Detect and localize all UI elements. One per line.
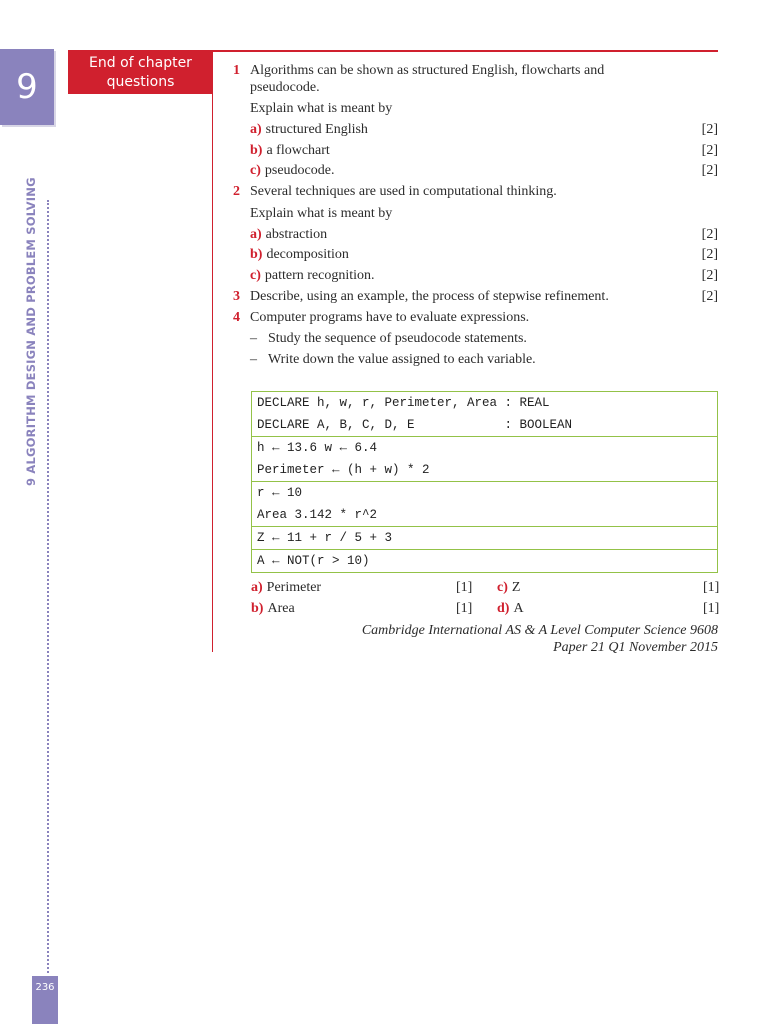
chapter-number: 9 (16, 67, 38, 107)
q4-answer-d-marks: [1] (703, 601, 720, 616)
vertical-divider (212, 94, 213, 652)
q2-part-c: c) pattern recognition. [2] (233, 266, 718, 286)
code-block-z (252, 527, 717, 550)
q4-number: 4 (233, 310, 240, 325)
code-line: r ← 10 (257, 486, 303, 500)
q1-part-a-marks: [2] (701, 122, 718, 137)
q4-answer-a: a) Perimeter (251, 580, 322, 595)
q2-part-b: b) decomposition [2] (233, 245, 718, 265)
source-citation-line-1: Cambridge International AS & A Level Computer Science 9608 (361, 623, 718, 638)
q4-answer-b: b) Area (251, 601, 295, 616)
q2-part-c-marks: [2] (701, 268, 718, 283)
q1-part-a: a) structured English [2] (233, 120, 718, 140)
side-dotted-rule (47, 200, 49, 973)
q2-instruction: Explain what is meant by (250, 206, 393, 221)
chapter-number-tab (0, 49, 54, 125)
q1-part-b-marks: [2] (701, 143, 718, 158)
q1-instruction: Explain what is meant by (250, 101, 393, 116)
q4-stem: 4 Computer programs have to evaluate expressions. (233, 308, 718, 328)
q2-stem: 2 Several techniques are used in computational thinking. (233, 182, 718, 202)
q4-answer-c-marks: [1] (703, 580, 720, 595)
source-citation-line-2: Paper 21 Q1 November 2015 (553, 640, 718, 655)
section-heading-line-1: End of chapter (89, 55, 192, 71)
q4-answer-b-marks: [1] (456, 601, 473, 616)
q1-number: 1 (233, 63, 240, 78)
code-line: Z ← 11 + r / 5 + 3 (257, 531, 393, 545)
q1-stem-line-1: 1 Algorithms can be shown as structured English, flowcharts and (233, 61, 718, 81)
pseudocode-box (251, 391, 718, 573)
q1-part-b: b) a flowchart [2] (233, 141, 718, 161)
q2-part-a-marks: [2] (701, 227, 718, 242)
q4-answer-d: d) A (497, 601, 524, 616)
code-block-declarations (252, 392, 717, 437)
code-line: DECLARE A, B, C, D, E : BOOLEAN (257, 418, 573, 432)
q3-marks: [2] (701, 289, 718, 304)
q4-answer-a-marks: [1] (456, 580, 473, 595)
q2-part-b-marks: [2] (701, 247, 718, 262)
q1-part-c-marks: [2] (701, 163, 718, 178)
code-line: DECLARE h, w, r, Perimeter, Area : REAL (257, 396, 550, 410)
code-line: h ← 13.6 w ← 6.4 (257, 441, 378, 455)
q1-part-c: c) pseudocode. [2] (233, 161, 718, 181)
section-heading-line-2: questions (106, 74, 175, 90)
q4-bullet-2: – Write down the value assigned to each variable. (250, 352, 536, 367)
q3-number: 3 (233, 289, 240, 304)
q1-stem-line-2: pseudocode. (250, 80, 320, 95)
q2-part-a: a) abstraction [2] (233, 225, 718, 245)
q4-bullet-1: – Study the sequence of pseudocode statements. (250, 331, 527, 346)
section-heading (68, 51, 213, 94)
code-line: Perimeter ← (h + w) * 2 (257, 463, 430, 477)
code-block-area (252, 482, 717, 527)
code-line: Area 3.142 * r^2 (257, 508, 378, 522)
code-block-perimeter (252, 437, 717, 482)
page-number: 236 (32, 976, 58, 1024)
code-line: A ← NOT(r > 10) (257, 554, 370, 568)
code-block-a (252, 550, 717, 572)
q2-number: 2 (233, 184, 240, 199)
q4-answer-c: c) Z (497, 580, 521, 595)
q3-stem: 3 Describe, using an example, the process of stepwise refinement. [2] (233, 287, 718, 307)
chapter-side-title: 9 ALGORITHM DESIGN AND PROBLEM SOLVING (24, 177, 38, 486)
